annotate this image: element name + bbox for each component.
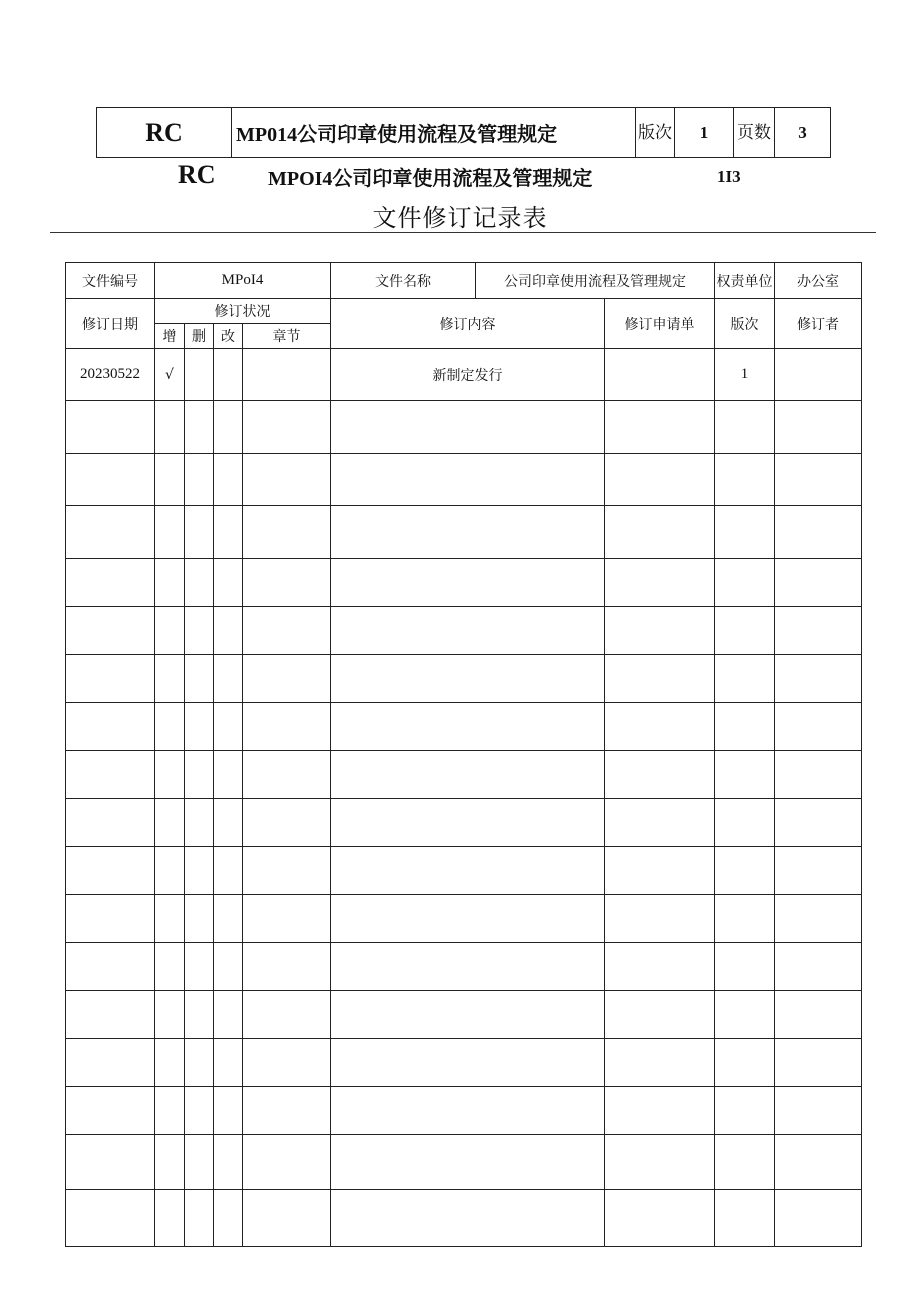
doc-name-value: 公司印章使用流程及管理规定 — [476, 263, 715, 299]
doc-no-label: 文件编号 — [66, 263, 155, 299]
table-row — [66, 349, 862, 401]
empty-row — [66, 401, 862, 454]
info-row — [66, 263, 862, 299]
title-divider — [50, 232, 876, 233]
revision-table — [65, 262, 862, 1247]
empty-row — [66, 895, 862, 943]
row-date: 20230522 — [66, 349, 155, 401]
empty-row — [66, 943, 862, 991]
col-content-header: 修订内容 — [331, 299, 605, 349]
edition-value: 1 — [675, 108, 734, 158]
row-del — [185, 349, 214, 401]
row-request — [605, 349, 715, 401]
form-title: 文件修订记录表 — [372, 204, 548, 232]
sub-logo: RC — [178, 160, 216, 189]
edition-label: 版次 — [636, 108, 675, 158]
row-content: 新制定发行 — [331, 349, 605, 401]
empty-row — [66, 655, 862, 703]
row-edition: 1 — [715, 349, 775, 401]
row-chapter — [243, 349, 331, 401]
owner-label: 权责单位 — [715, 263, 775, 299]
column-header-row — [66, 299, 862, 324]
sub-title: MPOI4公司印章使用流程及管理规定 — [268, 168, 593, 190]
pages-label: 页数 — [734, 108, 775, 158]
empty-row — [66, 703, 862, 751]
empty-row — [66, 506, 862, 559]
row-mod — [214, 349, 243, 401]
col-date-header: 修订日期 — [66, 299, 155, 349]
sub-page-number: 1I3 — [717, 167, 741, 186]
col-add-header: 增 — [155, 324, 185, 349]
col-status-header: 修订状况 — [155, 299, 331, 324]
empty-row — [66, 1190, 862, 1247]
empty-row — [66, 1039, 862, 1087]
col-chapter-header: 章节 — [243, 324, 331, 349]
empty-row — [66, 751, 862, 799]
pages-value: 3 — [775, 108, 831, 158]
doc-no-value: MPoI4 — [155, 263, 331, 299]
company-logo: RC — [97, 108, 232, 158]
document-title: MP014公司印章使用流程及管理规定 — [232, 108, 636, 158]
empty-row — [66, 847, 862, 895]
empty-row — [66, 991, 862, 1039]
empty-row — [66, 799, 862, 847]
col-request-header: 修订申请单 — [605, 299, 715, 349]
col-edition-header: 版次 — [715, 299, 775, 349]
empty-row — [66, 607, 862, 655]
doc-name-label: 文件名称 — [331, 263, 476, 299]
empty-row — [66, 559, 862, 607]
empty-row — [66, 1087, 862, 1135]
empty-row — [66, 1135, 862, 1190]
empty-row — [66, 454, 862, 506]
row-add-check: √ — [155, 349, 185, 401]
owner-value: 办公室 — [775, 263, 862, 299]
col-mod-header: 改 — [214, 324, 243, 349]
row-reviser — [775, 349, 862, 401]
document-header — [96, 107, 831, 158]
col-del-header: 删 — [185, 324, 214, 349]
col-reviser-header: 修订者 — [775, 299, 862, 349]
